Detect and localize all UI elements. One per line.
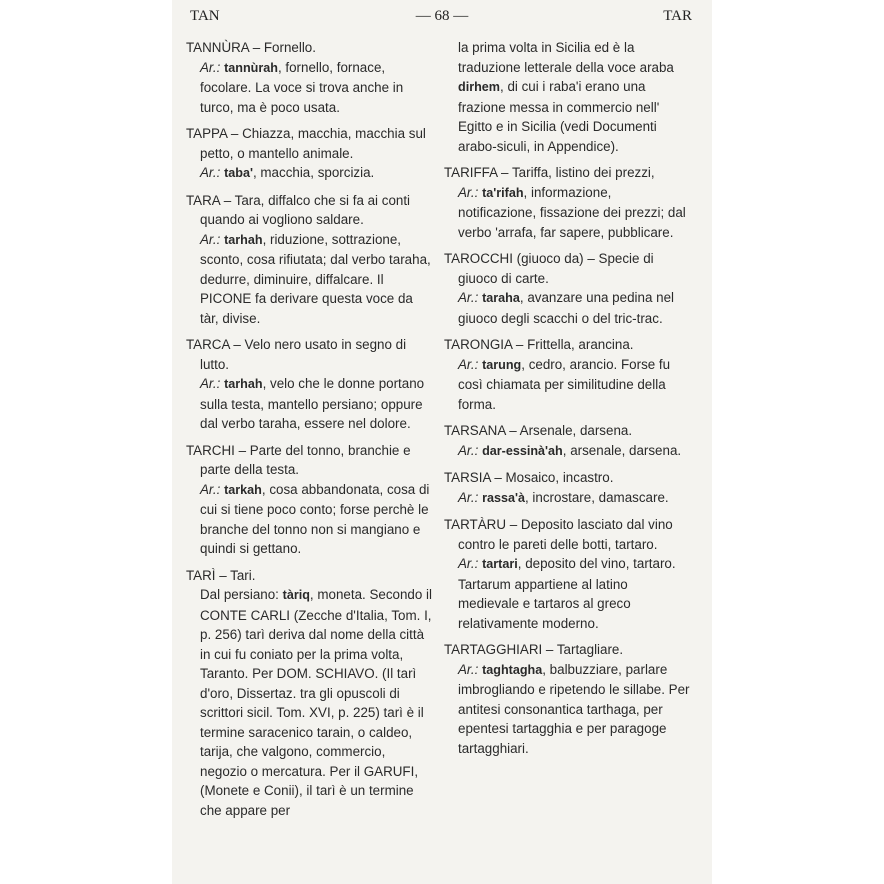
entry-headword: TAROCCHI (giuoco da) – Specie di giuoco di carte. (444, 251, 654, 286)
entry-definition (186, 585, 432, 820)
definition-text: , macchia, sporcizia. (252, 165, 375, 180)
definition-prefix: Ar.: (458, 661, 483, 677)
entry-definition (444, 660, 690, 759)
dictionary-entry (444, 38, 690, 156)
book-page (172, 0, 712, 884)
dictionary-entry (444, 335, 690, 414)
entry-definition (186, 230, 432, 329)
definition-prefix: Ar.: (458, 556, 483, 571)
entry-definition (186, 58, 432, 118)
entry-definition (186, 163, 432, 184)
entry-headword: TARA – Tara, diffalco che si fa ai conti quando ai vogliono saldare. (186, 192, 411, 227)
entry-definition (444, 183, 690, 243)
definition-prefix: Dal persiano: (200, 587, 283, 602)
dictionary-entry (444, 640, 690, 758)
entry-definition (444, 441, 690, 462)
entry-headword: TARTÀRU – Deposito lasciato dal vino contro le pareti delle botti, tartaro. (444, 517, 673, 552)
definition-prefix: Ar.: (200, 231, 225, 247)
definition-text: , cedro, arancio. Forse fu così chiamata per similitudine della forma. (458, 356, 671, 412)
entry-headword: TARCA – Velo nero usato in segno di lutto. (186, 337, 407, 372)
entry-headword: TARSIA – Mosaico, incastro. (444, 470, 614, 485)
entry-headword: TAPPA – Chiazza, macchia, macchia sul petto, o mantello animale. (186, 126, 426, 161)
entry-definition (444, 488, 690, 509)
definition-prefix: Ar.: (200, 165, 225, 180)
entry-definition (444, 38, 690, 156)
definition-prefix: Ar.: (458, 290, 483, 305)
dictionary-entry (186, 38, 432, 117)
entry-headword: TARONGIA – Frittella, arancina. (444, 337, 634, 352)
arabic-term: dirhem (458, 80, 500, 94)
arabic-term: tartari (482, 557, 518, 571)
entry-headword: TARSANA – Arsenale, darsena. (444, 423, 633, 438)
entry-headword: TARÌ – Tari. (186, 567, 256, 583)
definition-text: , velo che le donne portano sulla testa, mantello persiano; oppure dal verbo taraha, essere nel dolore. (200, 376, 425, 431)
definition-prefix: Ar.: (458, 184, 483, 200)
arabic-term: dar-essinà'ah (482, 443, 563, 458)
entry-definition (186, 480, 432, 559)
definition-text: , di cui i raba'i erano una frazione messa in commercio nell' Egitto e in Sicilia (vedi Documenti arabo-siculi, in Appendice). (458, 79, 660, 154)
definition-prefix: Ar.: (200, 376, 225, 391)
arabic-term: tàriq (282, 588, 310, 602)
arabic-term: taba' (224, 166, 253, 180)
arabic-term: tarhah (224, 377, 263, 391)
right-column (444, 38, 690, 765)
definition-prefix: Ar.: (200, 481, 225, 497)
dictionary-entry (186, 335, 432, 434)
dictionary-entry (444, 515, 690, 633)
dictionary-entry (186, 191, 432, 329)
entry-definition (186, 374, 432, 434)
page-number: — 68 — (415, 8, 469, 24)
definition-text: , cosa abbandonata, cosa di cui si tiene poco conto; forse perchè le branche del tonno non si mangiano e quindi si gettano. (200, 481, 430, 556)
entry-headword: TARTAGGHIARI – Tartagliare. (444, 642, 624, 657)
definition-text: , informazione, notificazione, fissazione dei prezzi; dal verbo 'arrafa, far sapere, pubblicare. (458, 184, 686, 240)
arabic-term: taraha (482, 291, 520, 305)
arabic-term: tannùrah (224, 60, 278, 75)
header-right: TAR (663, 8, 692, 24)
entry-headword: TARIFFA – Tariffa, listino dei prezzi, (444, 165, 655, 180)
left-column (186, 38, 432, 827)
definition-prefix: la prima volta in Sicilia ed è la traduzione letterale della voce araba (458, 40, 674, 75)
arabic-term: tarung (482, 357, 522, 372)
definition-text: , balbuzziare, parlare imbrogliando e ripetendo le sillabe. Per antitesi consonantica tarthaga, per epentesi tartagghia e per paragoge tartagghiari. (458, 661, 690, 756)
dictionary-entry (444, 163, 690, 242)
definition-text: , arsenale, darsena. (562, 442, 682, 458)
dictionary-entry (444, 421, 690, 461)
arabic-term: tarhah (224, 232, 263, 247)
dictionary-entry (186, 124, 432, 184)
arabic-term: taghtagha (482, 662, 543, 677)
dictionary-entry (186, 566, 432, 821)
entry-definition (444, 355, 690, 415)
dictionary-entry (186, 441, 432, 559)
entry-definition (444, 554, 690, 633)
entry-headword: TARCHI – Parte del tonno, branchie e parte della testa. (186, 442, 411, 477)
dictionary-entry (444, 468, 690, 508)
definition-text: , incrostare, damascare. (524, 489, 669, 505)
definition-text: , riduzione, sottrazione, sconto, cosa rifiutata; dal verbo taraha, dedurre, diminuire, diffalcare. Il PICONE fa derivare questa voce da tàr, divise. (200, 231, 431, 326)
header-left: TAN (190, 8, 220, 24)
definition-prefix: Ar.: (458, 489, 483, 505)
definition-text: , moneta. Secondo il CONTE CARLI (Zecche d'Italia, Tom. I, p. 256) tarì deriva dal nome della città in cui fu coniato per la prima volta, Taranto. Per DOM. SCHIAVO. (Il tarì d'oro, Dissertaz. tra gli opuscoli di scrittori sicil. Tom. XVI, p. 225) tarì è il termine saracenico tarain, o caldeo, tarija, che valgono, commercio, negozio o mercatura. Per il GARUFI, (Monete e Conii), il tarì è un termine che appare per (200, 587, 433, 818)
definition-text: , fornello, fornace, focolare. La voce si trova anche in turco, ma è poco usata. (200, 59, 404, 115)
entry-definition (444, 288, 690, 328)
arabic-term: ta'rifah (482, 185, 524, 200)
running-header (172, 8, 712, 28)
definition-prefix: Ar.: (458, 442, 483, 458)
arabic-term: tarkah (224, 482, 262, 497)
definition-text: , deposito del vino, tartaro. Tartarum appartiene al latino medievale e tartaros al greco relativamente moderno. (458, 556, 676, 631)
definition-prefix: Ar.: (458, 356, 483, 372)
entry-headword: TANNÙRA – Fornello. (186, 40, 316, 55)
definition-prefix: Ar.: (200, 59, 225, 75)
definition-text: , avanzare una pedina nel giuoco degli scacchi o del tric-trac. (458, 290, 674, 326)
dictionary-entry (444, 249, 690, 328)
arabic-term: rassa'à (482, 490, 525, 505)
